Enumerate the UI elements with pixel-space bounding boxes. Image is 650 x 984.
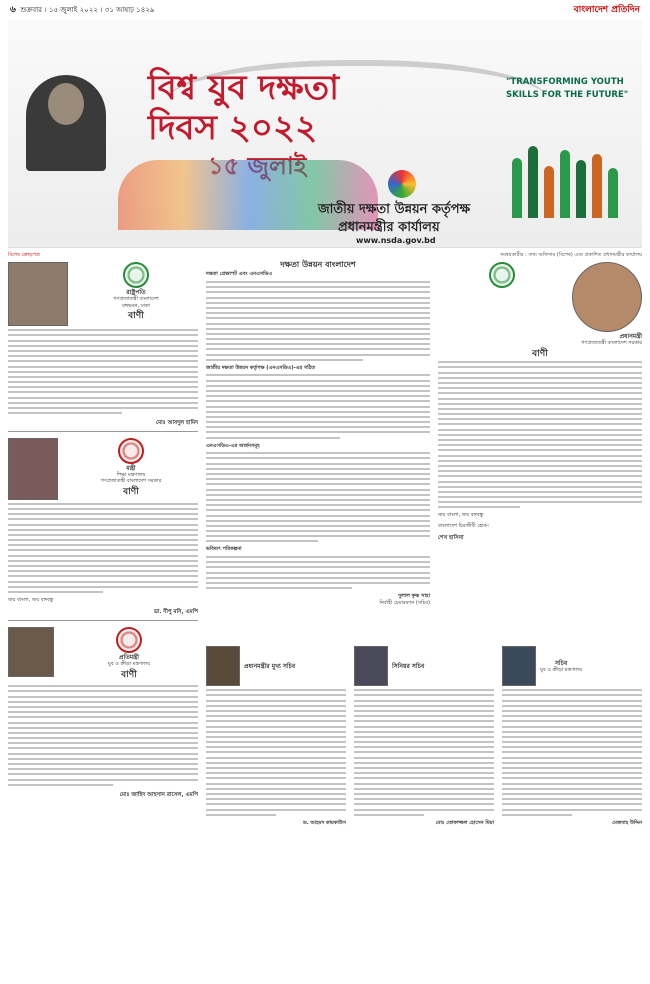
pm-seal-icon bbox=[489, 262, 515, 288]
state-minister-bani-heading: বাণী bbox=[121, 669, 137, 680]
hero-title bbox=[148, 68, 339, 148]
bangabandhu-portrait bbox=[26, 75, 106, 171]
theme-slogan: "TRANSFORMING YOUTH SKILLS FOR THE FUTURE" bbox=[506, 77, 629, 100]
state-ministry-seal-icon bbox=[116, 627, 142, 653]
minister-ministry: শিক্ষা মন্ত্রণালয় bbox=[116, 472, 146, 478]
pm-bani-heading: বাণী bbox=[532, 348, 548, 359]
state-seal-icon bbox=[123, 262, 149, 288]
state-minister-title: প্রতিমন্ত্রী bbox=[119, 653, 139, 661]
youth-figures-illustration bbox=[508, 138, 628, 218]
minister-bani-heading: বাণী bbox=[123, 486, 139, 497]
official-3-photo bbox=[502, 646, 536, 686]
article-section3: এনএসডিএ-এর অর্জনসমূহ bbox=[206, 442, 260, 449]
pm-signature: শেখ হাসিনা bbox=[438, 535, 464, 542]
left-column bbox=[8, 262, 198, 798]
hero-banner bbox=[8, 20, 642, 248]
hero-title-line1: বিশ্ব যুব দক্ষতা bbox=[148, 68, 340, 108]
president-location: বঙ্গভবন, ঢাকা bbox=[122, 302, 150, 309]
official-1-title: প্রধানমন্ত্রীর মুখ্য সচিব bbox=[244, 662, 296, 670]
pm-closing1: জয় বাংলা, জয় বঙ্গবন্ধু bbox=[438, 512, 484, 519]
education-minister-body bbox=[8, 503, 198, 593]
education-minister-photo bbox=[8, 438, 58, 500]
pm-subtitle: গণপ্রজাতন্ত্রী বাংলাদেশ সরকার bbox=[581, 340, 642, 347]
president-title: রাষ্ট্রপতি bbox=[126, 289, 146, 296]
official-3-ministry: যুব ও ক্রীড়া মন্ত্রণালয় bbox=[540, 667, 583, 673]
official-3-signature: মেজবাহ উদ্দিন bbox=[612, 819, 642, 826]
page-header bbox=[0, 0, 650, 18]
minister-closing: জয় বাংলা, জয় বঙ্গবন্ধু bbox=[8, 596, 54, 603]
official-2 bbox=[354, 646, 494, 826]
president-photo bbox=[8, 262, 68, 326]
president-body bbox=[8, 329, 198, 414]
supplement-label: বিশেষ ক্রোড়পত্র bbox=[8, 252, 40, 258]
state-minister-ministry: যুব ও ক্রীড়া মন্ত্রণালয় bbox=[107, 661, 151, 668]
page-date bbox=[10, 2, 154, 17]
minister-title: মন্ত্রী bbox=[126, 464, 136, 472]
official-3 bbox=[502, 646, 642, 826]
org-url: www.nsda.gov.bd bbox=[356, 236, 436, 245]
official-1 bbox=[206, 646, 346, 826]
hero-title-line2: দিবস ২০২২ bbox=[148, 108, 318, 148]
officials-row bbox=[206, 646, 642, 826]
president-signature: মোঃ আবদুল হামিদ bbox=[155, 420, 198, 427]
state-minister-photo bbox=[8, 627, 54, 677]
state-minister-message bbox=[8, 627, 198, 798]
president-subtitle: গণপ্রজাতন্ত্রী বাংলাদেশ bbox=[113, 296, 159, 303]
president-message bbox=[8, 262, 198, 432]
pm-title: প্রধানমন্ত্রী bbox=[619, 333, 642, 340]
coordinator-note: সমন্বয়কারীর : তথ্য অফিসার (বিশেষ) এবং প্রকাশিত প্রধানমন্ত্রীর কার্যালয় bbox=[499, 252, 642, 258]
minister-govt: গণপ্রজাতন্ত্রী বাংলাদেশ সরকার bbox=[100, 478, 162, 485]
pm-photo bbox=[572, 262, 642, 332]
minister-signature: ডা. দীপু মনি, এমপি bbox=[153, 609, 198, 616]
pm-body bbox=[438, 361, 642, 508]
date-line: শুক্রবার । ১৫ জুলাই ২০২২ । ৩১ আষাঢ় ১৪২৯ bbox=[20, 5, 155, 14]
article-author: দুলাল কৃষ্ণ সাহা bbox=[398, 593, 430, 600]
official-2-photo bbox=[354, 646, 388, 686]
pm-message bbox=[438, 262, 642, 542]
ministry-seal-icon bbox=[118, 438, 144, 464]
credit-line bbox=[8, 252, 642, 260]
official-3-title: সচিব bbox=[554, 659, 568, 667]
state-minister-signature: মোঃ জাহিদ আহসান রাসেল, এমপি bbox=[119, 791, 198, 798]
article-section4: ভবিষ্যৎ পরিকল্পনা bbox=[206, 546, 242, 553]
nsda-logo-icon bbox=[388, 170, 416, 198]
official-2-title: সিনিয়র সচিব bbox=[392, 662, 425, 670]
article-section2: জাতীয় দক্ষতা উন্নয়ন কর্তৃপক্ষ (এনএসডিএ)-এর গঠিত bbox=[206, 364, 316, 371]
article-heading: দক্ষতা উন্নয়ন বাংলাদেশ bbox=[280, 260, 356, 269]
org-name: জাতীয় দক্ষতা উন্নয়ন কর্তৃপক্ষ bbox=[318, 202, 471, 217]
article-author-role: নির্বাহী চেয়ারম্যান (সচিব) bbox=[379, 599, 430, 606]
education-minister-message bbox=[8, 438, 198, 621]
center-column bbox=[206, 262, 430, 606]
official-1-photo bbox=[206, 646, 240, 686]
org-office: প্রধানমন্ত্রীর কার্যালয় bbox=[338, 220, 440, 235]
article-section1: দক্ষতা প্রেক্ষাপট এবং এনএসডিএ bbox=[206, 271, 273, 278]
pm-closing2: বাংলাদেশ চিরজীবী হোক। bbox=[438, 522, 489, 529]
official-1-signature: ড. আহমদ কায়কাউস bbox=[303, 819, 346, 826]
state-minister-body bbox=[8, 685, 198, 786]
president-bani-heading: বাণী bbox=[128, 311, 144, 322]
page-number: ৬ bbox=[10, 4, 16, 15]
right-column bbox=[438, 262, 642, 542]
official-2-signature: মোঃ তোফাজ্জল হোসেন মিয়া bbox=[435, 819, 494, 826]
newspaper-brand: বাংলাদেশ প্রতিদিন bbox=[573, 4, 640, 15]
